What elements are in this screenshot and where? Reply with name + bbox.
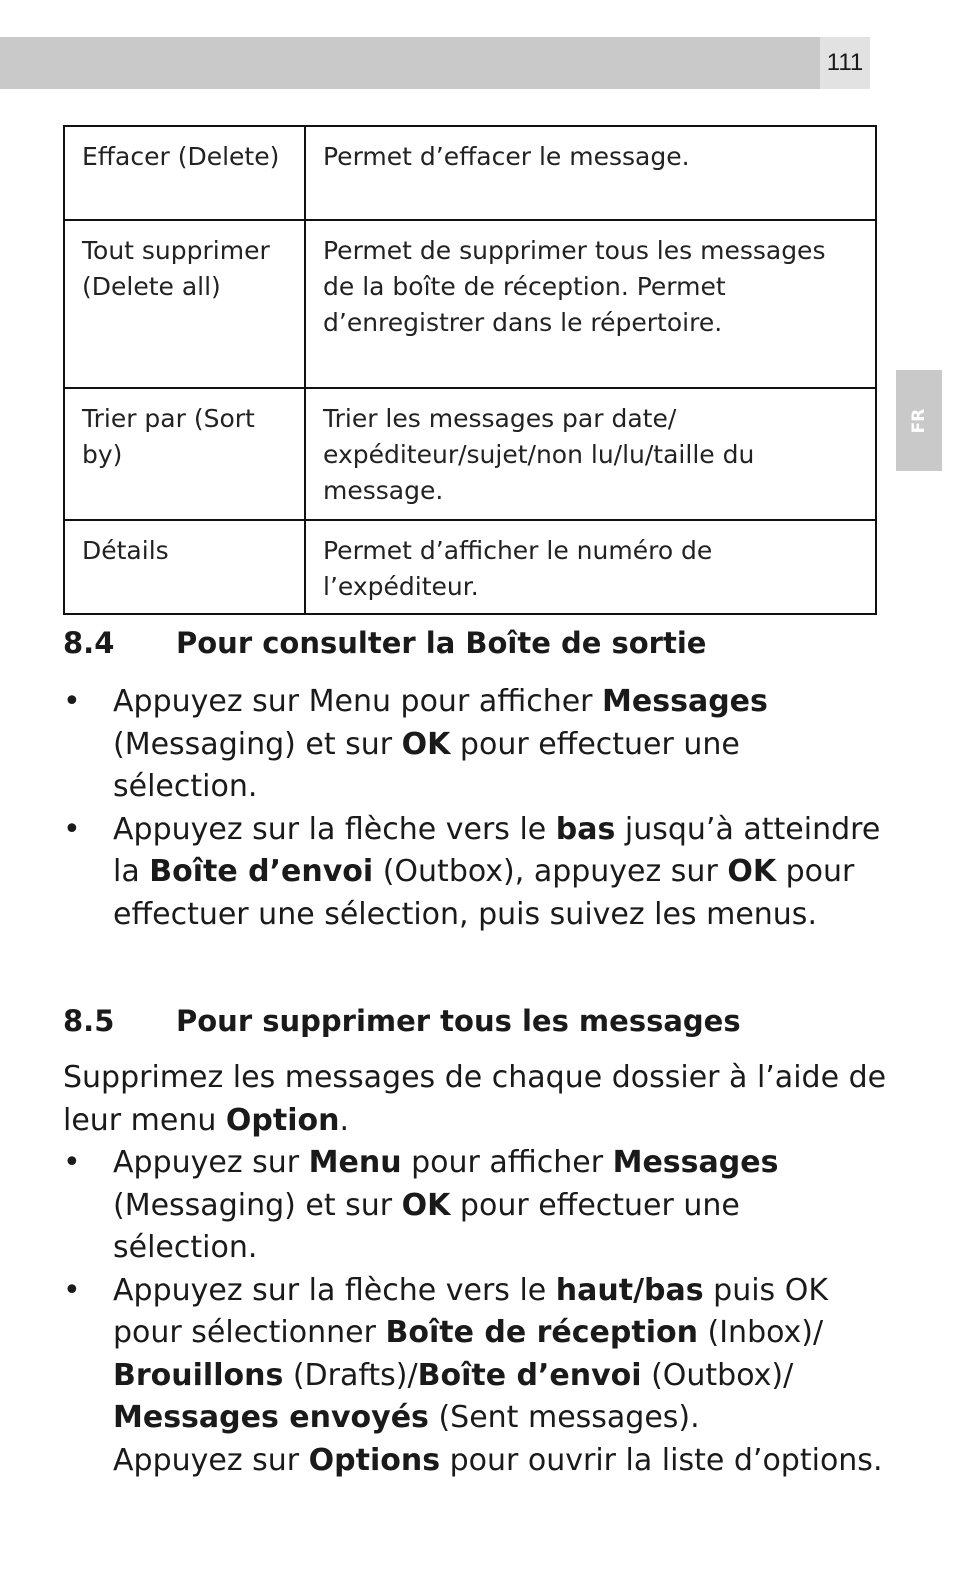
section-number: 8.4 [63, 626, 115, 660]
paragraph: Supprimez les messages de chaque dossier à l’aide de leur menu Option. [63, 1060, 887, 1138]
header-bar [0, 37, 820, 89]
description-cell: Permet d’afficher le numéro de l’expéditeur. [305, 520, 876, 614]
list-item: • Appuyez sur Menu pour afficher Messages (Messaging) et sur OK pour effectuer une sélection. [63, 1145, 779, 1265]
section-title: Pour consulter la Boîte de sortie [176, 626, 707, 660]
description-cell: Permet d’effacer le message. [305, 126, 876, 220]
description-cell: Trier les messages par date/ expéditeur/sujet/non lu/lu/taille du message. [305, 388, 876, 520]
section-title: Pour supprimer tous les messages [176, 1004, 741, 1038]
table-row [64, 220, 876, 388]
table-row [64, 388, 876, 520]
list-item: • Appuyez sur la flèche vers le bas jusqu’à atteindre la Boîte d’envoi (Outbox), appuyez sur OK pour effectuer une sélection, puis suivez les menus. [63, 811, 881, 932]
list-item: • Appuyez sur Menu pour afficher Messages (Messaging) et sur OK pour effectuer une sélection. [63, 684, 768, 804]
description-cell: Permet de supprimer tous les messages de la boîte de réception. Permet d’enregistrer dans le répertoire. [305, 220, 876, 388]
option-cell: Trier par (Sort by) [64, 388, 305, 520]
option-cell: Effacer (Delete) [64, 126, 305, 220]
options-table [63, 125, 877, 615]
section-body [63, 1057, 893, 1482]
page-number: 111 [820, 37, 870, 89]
option-cell: Détails [64, 520, 305, 614]
option-cell: Tout supprimer (Delete all) [64, 220, 305, 388]
list-item: • Appuyez sur la flèche vers le haut/bas puis OK pour sélectionner Boîte de réception (Inbox)/ Brouillons (Drafts)/Boîte d’envoi (Outbox)/ Messages envoyés (Sent messages). Appuyez sur Options pour ouvrir la liste d’options. [63, 1272, 883, 1478]
bullet-list [63, 1142, 893, 1482]
bullet-list [63, 681, 893, 936]
table-row [64, 520, 876, 614]
section-body [63, 681, 893, 936]
table-row [64, 126, 876, 220]
section-heading [63, 1004, 741, 1038]
section-heading [63, 626, 706, 660]
section-number: 8.5 [63, 1004, 115, 1038]
language-tab [896, 370, 942, 471]
language-tab-label: FR [909, 408, 929, 433]
